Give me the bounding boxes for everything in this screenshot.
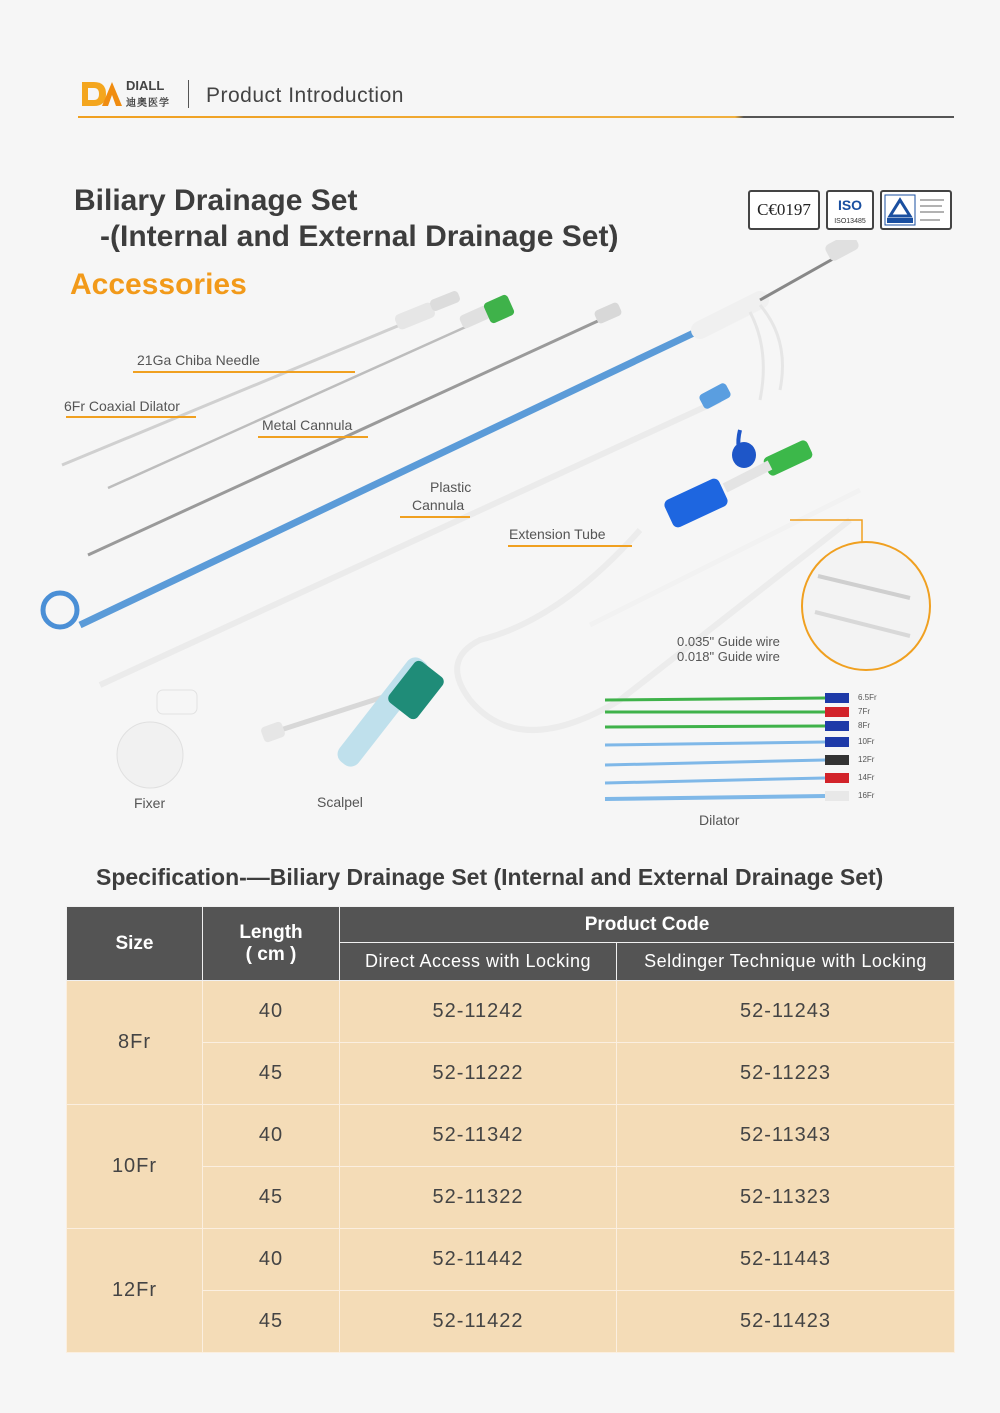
seldinger-code-cell: 52-11223 [617,1043,955,1105]
accessories-heading: Accessories [70,268,247,301]
dilator-size-label: 7Fr [858,707,870,716]
table-row [67,1229,955,1291]
direct-code-cell: 52-11242 [340,981,617,1043]
table-row [67,981,955,1043]
coaxial-dilator-icon [108,294,515,488]
scalpel-icon [260,653,446,770]
seldinger-code-cell: 52-11443 [617,1229,955,1291]
guide-wire-zoom-icon [790,520,930,670]
header-size: Size [67,907,203,981]
direct-code-cell: 52-11322 [340,1167,617,1229]
size-cell: 8Fr [67,981,203,1105]
tuv-badge [880,190,952,230]
product-illustration [0,240,1000,840]
metal-cannula-icon [88,301,623,555]
length-cell: 40 [203,1229,340,1291]
seldinger-code-cell: 52-11423 [617,1291,955,1353]
header-length [203,907,340,981]
label-underline [508,545,632,547]
header-length-label: Length [239,921,303,943]
direct-code-cell: 52-11422 [340,1291,617,1353]
label-guide-wire-018: 0.018" Guide wire [677,649,780,664]
label-underline [258,436,368,438]
seldinger-code-cell: 52-11343 [617,1105,955,1167]
dilator-size-label: 10Fr [858,737,875,746]
header-seldinger: Seldinger Technique with Locking [617,943,955,981]
direct-code-cell: 52-11442 [340,1229,617,1291]
label-fixer: Fixer [134,795,166,811]
length-cell: 45 [203,1043,340,1105]
length-cell: 45 [203,1291,340,1353]
seldinger-code-cell: 52-11323 [617,1167,955,1229]
fixer-icon [117,690,197,788]
tuv-triangle-icon [882,192,950,228]
label-metal-cannula: Metal Cannula [262,417,353,433]
size-cell: 10Fr [67,1105,203,1229]
length-cell: 40 [203,981,340,1043]
specification-title: Specification-—Biliary Drainage Set (Internal and External Drainage Set) [96,864,884,890]
dilator-size-label: 6.5Fr [858,693,877,702]
header-title: Product Introduction [206,84,404,107]
dilators-icon [605,693,849,801]
product-title: Biliary Drainage Set [74,184,358,217]
dilator-size-label: 12Fr [858,755,875,764]
direct-code-cell: 52-11342 [340,1105,617,1167]
direct-code-cell: 52-11222 [340,1043,617,1105]
label-underline [66,416,196,418]
specification-table [66,906,955,1353]
label-dilator: Dilator [699,812,740,828]
header-length-unit: ( cm ) [245,943,297,965]
dilator-size-label: 16Fr [858,791,875,800]
logo-name: DIALL [126,78,165,93]
length-cell: 40 [203,1105,340,1167]
label-plastic-cannula-line1: Plastic [430,479,472,495]
label-underline [133,371,355,373]
ce-mark-badge: C€0197 [748,190,820,230]
stopcock-icon [662,430,814,529]
header-direct-access: Direct Access with Locking [340,943,617,981]
iso-badge [826,190,874,230]
label-guide-wire-035: 0.035" Guide wire [677,634,780,649]
label-plastic-cannula-line2: Cannula [412,497,465,513]
size-cell: 12Fr [67,1229,203,1353]
label-underline [400,516,470,518]
header-separator [188,80,189,108]
iso-sub-label: ISO13485 [834,218,866,225]
label-scalpel: Scalpel [317,794,363,810]
length-cell: 45 [203,1167,340,1229]
label-extension-tube: Extension Tube [509,526,606,542]
header-underline [78,116,954,118]
iso-label: ISO [837,197,863,213]
label-chiba-needle: 21Ga Chiba Needle [137,352,260,368]
header-product-code: Product Code [340,907,955,943]
page-header [78,78,954,120]
dilator-size-label: 8Fr [858,721,870,730]
product-subtitle: -(Internal and External Drainage Set) [100,220,619,253]
logo-chinese-name: 迪奥医学 [126,98,170,109]
seldinger-code-cell: 52-11243 [617,981,955,1043]
table-row [67,1105,955,1167]
label-coaxial-dilator: 6Fr Coaxial Dilator [64,398,180,414]
diall-logo-icon [80,80,124,108]
chiba-needle-icon [62,290,461,465]
dilator-size-label: 14Fr [858,773,875,782]
